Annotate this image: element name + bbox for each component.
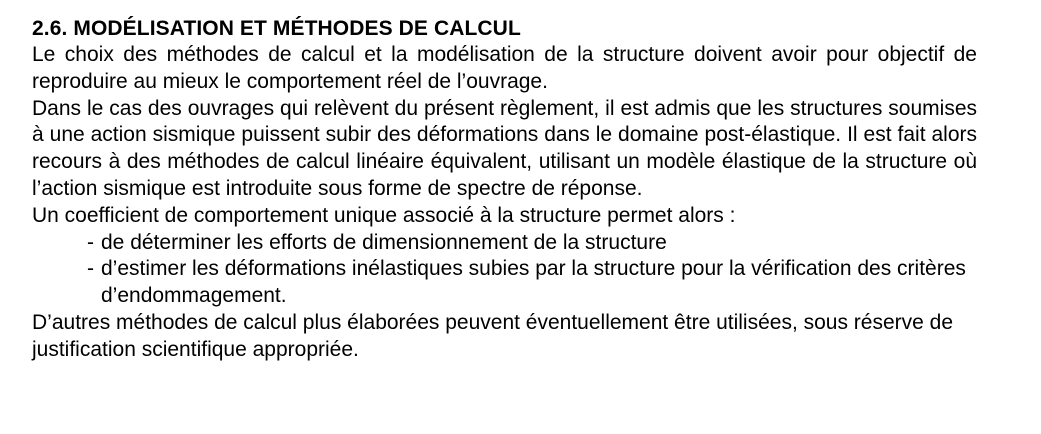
document-section [32,16,977,364]
bullet-dash: - [87,230,94,254]
bullet-item-2 [32,256,1007,310]
bullet-dash: - [87,257,94,281]
bullet-text: d’estimer les déformations inélastiques subies par la structure pour la vérification des critères d’endommagement. [101,257,966,308]
paragraph-1: Le choix des méthodes de calcul et la modélisation de la structure doivent avoir pour objectif de reproduire au mieux le comportement réel de l’ouvrage. [32,43,977,93]
closing-paragraph: D’autres méthodes de calcul plus élaborées peuvent éventuellement être utilisées, sous réserve de justification scientifique appropriée. [32,310,954,361]
section-heading: 2.6. MODÉLISATION ET MÉTHODES DE CALCUL [32,17,521,40]
bullet-item-1 [32,230,1007,257]
bullet-list [32,230,1007,310]
paragraph-3: Un coefficient de comportement unique associé à la structure permet alors : [32,203,736,227]
bullet-text: de déterminer les efforts de dimensionnement de la structure [101,230,667,254]
paragraph-2: Dans le cas des ouvrages qui relèvent du présent règlement, il est admis que les structures soumises à une action sismique puissent subir des déformations dans le domaine post-élastique. Il est fait alors recours à des méthodes de calcul linéaire équivalent, utilisant un modèle élastique de la structure où l’action sismique est introduite sous forme de spectre de réponse. [32,96,977,200]
